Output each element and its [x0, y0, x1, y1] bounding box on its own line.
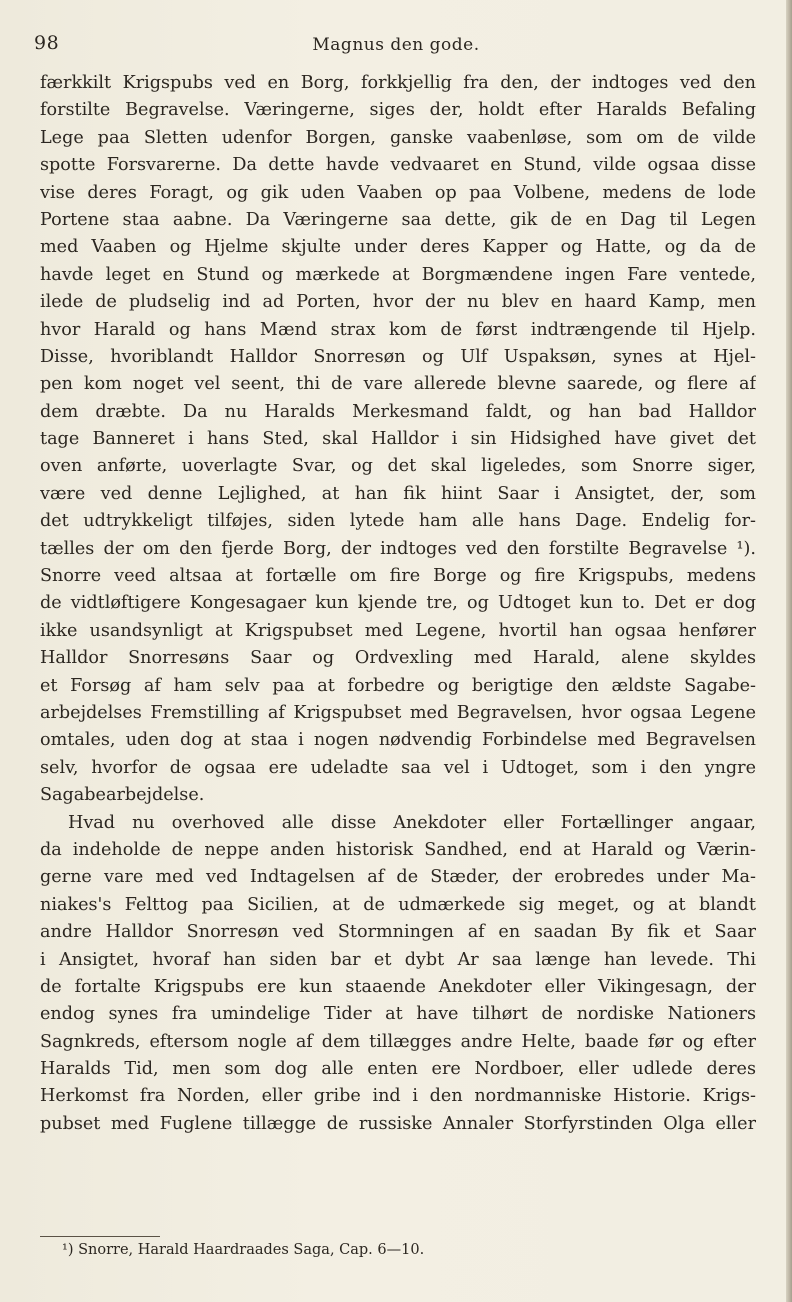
- text-line: omtales, uden dog at staa i nogen nødvendig Forbindelse med Begravelsen: [40, 730, 756, 751]
- text-line: vise deres Foragt, og gik uden Vaaben op paa Volbene, medens de lode: [40, 182, 756, 203]
- text-line: Disse, hvoriblandt Halldor Snorresøn og Ulf Uspaksøn, synes at Hjel-: [40, 346, 756, 367]
- body-text: [40, 70, 756, 1138]
- page-edge-shadow: [786, 0, 792, 1302]
- text-line: tage Banneret i hans Sted, skal Halldor i sin Hidsighed have givet det: [40, 429, 756, 450]
- text-line: være ved denne Lejlighed, at han fik hiint Saar i Ansigtet, der, som: [40, 483, 756, 504]
- text-line: forstilte Begravelse. Væringerne, siges der, holdt efter Haralds Befaling: [40, 100, 756, 121]
- text-line: Sagnkreds, eftersom nogle af dem tillægges andre Helte, baade før og efter: [40, 1031, 756, 1052]
- text-line: med Vaaben og Hjelme skjulte under deres Kapper og Hatte, og da de: [40, 237, 756, 258]
- footnote: [40, 1240, 778, 1260]
- text-line: det udtrykkeligt tilføjes, siden lytede ham alle hans Dage. Endelig for-: [40, 511, 756, 532]
- page-number: 98: [34, 32, 60, 54]
- text-line: tælles der om den fjerde Borg, der indtoges ved den forstilte Begravelse ¹).: [40, 538, 756, 559]
- text-line: spotte Forsvarerne. Da dette havde vedvaaret en Stund, vilde ogsaa disse: [40, 155, 756, 176]
- footnote-marker: ¹): [62, 1242, 74, 1258]
- text-line: niakes's Felttog paa Sicilien, at de udmærkede sig meget, og at blandt: [40, 894, 756, 915]
- text-line: i Ansigtet, hvoraf han siden bar et dybt Ar saa længe han levede. Thi: [40, 949, 756, 970]
- text-line: Herkomst fra Norden, eller gribe ind i den nordmanniske Historie. Krigs-: [40, 1086, 756, 1107]
- text-line: dem dræbte. Da nu Haralds Merkesmand faldt, og han bad Halldor: [40, 401, 756, 422]
- text-line: Sagabearbejdelse.: [40, 785, 205, 806]
- text-line: selv, hvorfor de ogsaa ere udeladte saa vel i Udtoget, som i den yngre: [40, 757, 756, 778]
- text-line: endog synes fra umindelige Tider at have tilhørt de nordiske Nationers: [40, 1004, 756, 1025]
- text-line: Portene staa aabne. Da Væringerne saa dette, gik de en Dag til Legen: [40, 209, 756, 230]
- text-line: pubset med Fuglene tillægge de russiske Annaler Storfyrstinden Olga eller: [40, 1113, 756, 1134]
- text-line: oven anførte, uoverlagte Svar, og det skal ligeledes, som Snorre siger,: [40, 456, 756, 477]
- text-line: pen kom noget vel seent, thi de vare allerede blevne saarede, og flere af: [40, 374, 756, 395]
- text-line: gerne vare med ved Indtagelsen af de Stæder, der erobredes under Ma-: [40, 867, 756, 888]
- footnote-text: Snorre, Harald Haardraades Saga, Cap. 6—10.: [78, 1242, 425, 1258]
- text-line: havde leget en Stund og mærkede at Borgmændene ingen Fare ventede,: [40, 264, 756, 285]
- text-line: andre Halldor Snorresøn ved Stormningen af en saadan By fik et Saar: [40, 922, 756, 943]
- text-line: Lege paa Sletten udenfor Borgen, ganske vaabenløse, som om de vilde: [40, 127, 756, 148]
- running-title: Magnus den gode.: [312, 35, 480, 55]
- text-line: Halldor Snorresøns Saar og Ordvexling med Harald, alene skyldes: [40, 648, 756, 669]
- text-line: da indeholde de neppe anden historisk Sandhed, end at Harald og Værin-: [40, 839, 756, 860]
- text-line: de fortalte Krigspubs ere kun staaende Anekdoter eller Vikingesagn, der: [40, 976, 756, 997]
- text-line: færkkilt Krigspubs ved en Borg, forkkjellig fra den, der indtoges ved den: [40, 73, 756, 93]
- text-line: Haralds Tid, men som dog alle enten ere Nordboer, eller udlede deres: [40, 1059, 756, 1080]
- paragraph-start-line: Hvad nu overhoved alle disse Anekdoter eller Fortællinger angaar,: [68, 812, 756, 833]
- text-line: ikke usandsynligt at Krigspubset med Legene, hvortil han ogsaa henfører: [40, 620, 756, 641]
- text-line: arbejdelses Fremstilling af Krigspubset med Begravelsen, hvor ogsaa Legene: [40, 702, 756, 723]
- text-line: de vidtløftigere Kongesagaer kun kjende tre, og Udtoget kun to. Det er dog: [40, 593, 756, 614]
- footnote-divider: [40, 1236, 160, 1237]
- text-line: ilede de pludselig ind ad Porten, hvor der nu blev en haard Kamp, men: [40, 292, 756, 313]
- text-line: hvor Harald og hans Mænd strax kom de først indtrængende til Hjelp.: [40, 319, 756, 340]
- text-line: Snorre veed altsaa at fortælle om fire Borge og fire Krigspubs, medens: [40, 566, 756, 587]
- text-line: et Forsøg af ham selv paa at forbedre og berigtige den ældste Sagabe-: [40, 675, 756, 696]
